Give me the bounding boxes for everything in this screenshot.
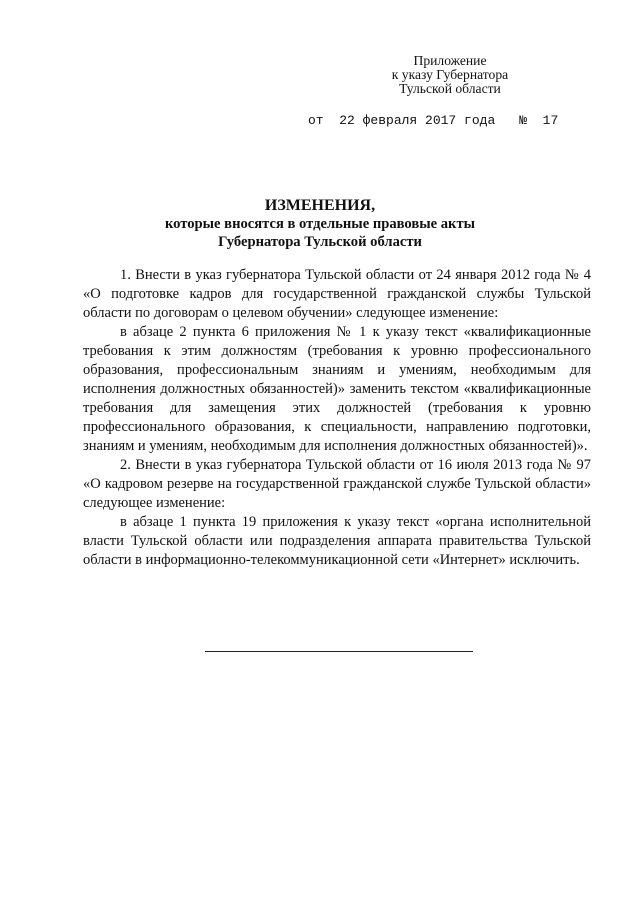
appendix-line: к указу Губернатора bbox=[391, 67, 509, 82]
appendix-line: Тульской области bbox=[399, 81, 501, 96]
document-number: 17 bbox=[542, 113, 559, 128]
paragraph: 1. Внести в указ губернатора Тульской области от 24 января 2012 года № 4 «О подготовке кадров для государственной гражданской службы Тульской области по договорам о целевом обучении» следующее изменение: bbox=[83, 267, 591, 321]
paragraph: 2. Внести в указ губернатора Тульской области от 16 июля 2013 года № 97 «О кадровом резерве на государственной гражданской службе Тульской области» следующее изменение: bbox=[83, 457, 591, 511]
paragraph: в абзаце 1 пункта 19 приложения к указу текст «органа исполнительной власти Тульской области или подразделения аппарата правительства Тульской области в информационно-телекоммуникационной сети «Интернет» исключить. bbox=[83, 514, 591, 568]
closing-rule bbox=[205, 651, 473, 652]
title-subtitle: которые вносятся в отдельные правовые акты bbox=[164, 216, 476, 232]
document-date: 22 февраля 2017 года bbox=[339, 113, 496, 128]
paragraph: в абзаце 2 пункта 6 приложения № 1 к указу текст «квалификационные требования к этим должностям (требования к уровню профессионального образования, профессиональным знаниям и умениям, необходимым для исполнения должностных обязанностей)» заменить текстом «квалификационные требования для замещения этих должностей (требования к уровню профессионального образования, к специальности, направлению подготовки, знаниям и умениям, необходимым для исполнения должностных обязанностей)». bbox=[83, 324, 591, 454]
appendix-line: Приложение bbox=[413, 53, 487, 68]
title-main: ИЗМЕНЕНИЯ, bbox=[264, 197, 376, 214]
document-body bbox=[83, 266, 591, 570]
document-title bbox=[110, 197, 530, 251]
date-number-line bbox=[308, 113, 558, 128]
appendix-header bbox=[360, 54, 540, 96]
number-label: № bbox=[519, 113, 528, 128]
title-subtitle: Губернатора Тульской области bbox=[218, 234, 422, 250]
date-prefix: от bbox=[308, 113, 324, 128]
